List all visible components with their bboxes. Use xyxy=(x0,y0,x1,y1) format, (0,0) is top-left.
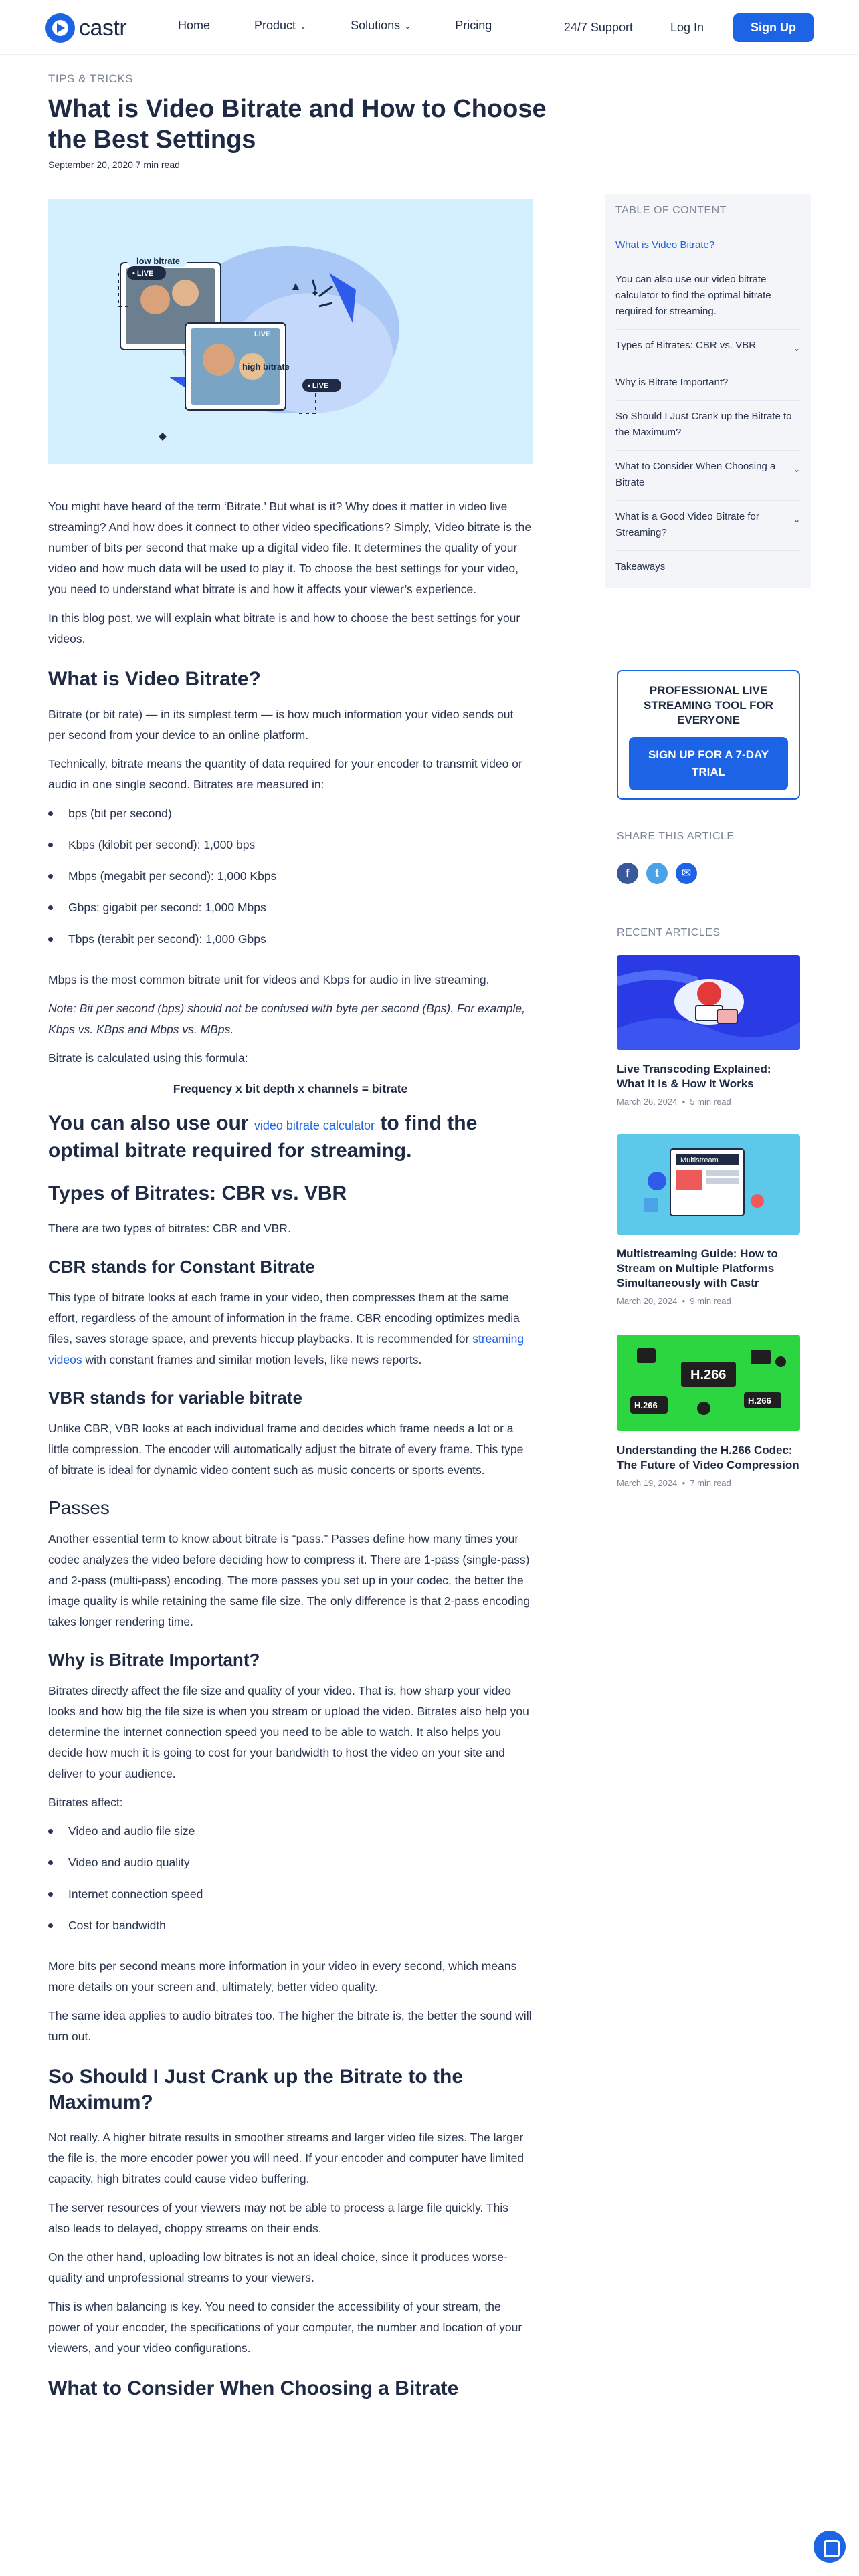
heading-vbr: VBR stands for variable bitrate xyxy=(48,1388,302,1408)
nav-home[interactable] xyxy=(178,19,210,33)
toc-item-what-is-bitrate[interactable] xyxy=(615,229,800,263)
nav-product-label: Product xyxy=(254,19,296,32)
cbr-text-pre: This type of bitrate looks at each frame in your video, then compresses them at the same effort, regardless of the amount of information in the frame. CBR encoding optimizes media files, saves storage space, and prevents hiccup playbacks. It is recommended for xyxy=(48,1291,520,1346)
nav-solutions[interactable] xyxy=(351,19,411,33)
what-paragraph-2: Technically, bitrate means the quantity of data required for your encoder to transmit video or audio in one single second. Bitrates are measured in: xyxy=(48,757,522,791)
chevron-down-icon[interactable]: ⌄ xyxy=(793,515,800,524)
recent-article-card[interactable] xyxy=(617,1134,800,1306)
crank-paragraph-3: On the other hand, uploading low bitrates is not an ideal choice, since it produces worse-quality and unprofessional streams to your viewers. xyxy=(48,2250,508,2284)
card-thumb-text: Multistream xyxy=(680,1156,719,1164)
bitrate-calculator-link[interactable]: video bitrate calculator xyxy=(254,1119,375,1132)
heading-cbr: CBR stands for Constant Bitrate xyxy=(48,1257,315,1277)
card-date: March 19, 2024 xyxy=(617,1478,678,1488)
toc-item-label: You can also use our video bitrate calculator to find the optimal bitrate required for streaming. xyxy=(615,274,771,317)
toc-title: TABLE OF CONTENT xyxy=(615,205,727,216)
more-bits-paragraph: More bits per second means more information in your video in every second, which means more details on your screen and, ultimately, better video quality. xyxy=(48,1959,517,1994)
nav-links xyxy=(178,19,536,33)
chevron-down-icon: ⌄ xyxy=(300,21,307,31)
share-icons xyxy=(617,863,697,884)
list-item: Gbps: gigabit per second: 1,000 Mbps xyxy=(48,897,533,918)
category-eyebrow[interactable]: TIPS & TRICKS xyxy=(48,72,134,85)
hero-image xyxy=(48,199,533,464)
card-thumbnail-multistream xyxy=(617,1134,800,1235)
nav-solutions-label: Solutions xyxy=(351,19,401,32)
card-date: March 20, 2024 xyxy=(617,1296,678,1306)
twitter-icon[interactable]: t xyxy=(646,863,668,884)
chevron-down-icon: ⌄ xyxy=(404,21,411,31)
article-body xyxy=(48,496,533,2413)
heading-what-is-bitrate: What is Video Bitrate? xyxy=(48,668,261,690)
hero-low-bitrate-label: low bitrate xyxy=(136,256,181,266)
heading-types: Types of Bitrates: CBR vs. VBR xyxy=(48,1182,347,1204)
what-paragraph-1: Bitrate (or bit rate) — in its simplest term — is how much information your video sends out per second from your device to an online platform. xyxy=(48,708,514,742)
toc-item-crank-up[interactable] xyxy=(615,400,800,450)
card-thumb-text: H.266 xyxy=(748,1396,771,1406)
promo-title: PROFESSIONAL LIVE STREAMING TOOL FOR EVERYONE xyxy=(644,684,773,726)
crank-paragraph-4: This is when balancing is key. You need to consider the accessibility of your stream, the power of your encoder, the specifications of your computer, the number and location of your viewers, and your video configurations. xyxy=(48,2300,522,2355)
list-item: Mbps (megabit per second): 1,000 Kbps xyxy=(48,866,533,887)
formula-intro: Bitrate is calculated using this formula: xyxy=(48,1051,248,1065)
email-icon[interactable]: ✉ xyxy=(676,863,697,884)
bitrate-units-list xyxy=(48,803,533,950)
castr-logo-icon xyxy=(45,13,75,43)
heading-what-to-consider: What to Consider When Choosing a Bitrate xyxy=(48,2377,459,2399)
toc-item-label: Takeaways xyxy=(615,561,666,572)
card-meta: March 26, 2024 • 5 min read xyxy=(617,1097,731,1107)
toc-item-label: What to Consider When Choosing a Bitrate xyxy=(615,461,776,488)
why-paragraph: Bitrates directly affect the file size and quality of your video. That is, how sharp your video looks and how big the file size is when you stream or upload the video. Bitrates also help you determine the internet connection speed you need to be able to watch. It also helps you decide how much it is going to cost for your bandwidth to host the video on your site and deliver to your audience. xyxy=(48,1684,529,1780)
login-link[interactable]: Log In xyxy=(670,21,704,34)
top-navbar xyxy=(0,0,859,55)
toc-item-types[interactable] xyxy=(615,329,800,366)
calc-heading-post: to find the optimal bitrate required for streaming. xyxy=(48,1112,478,1162)
recent-articles-title: RECENT ARTICLES xyxy=(617,927,721,938)
heading-crank-up: So Should I Just Crank up the Bitrate to the Maximum? xyxy=(48,2066,464,2113)
bitrate-formula: Frequency x bit depth x channels = bitrate xyxy=(173,1082,408,1095)
vbr-paragraph: Unlike CBR, VBR looks at each individual frame and decides which frame needs a lot or a little compression. The encoder will automatically adjust the bitrate of every frame. This type of bitrate is ideal for dynamic video content such as music concerts or sports events. xyxy=(48,1422,524,1477)
toc-item-calculator[interactable] xyxy=(615,263,800,329)
mbps-note: Mbps is the most common bitrate unit for videos and Kbps for audio in live streaming. xyxy=(48,973,490,986)
card-read-time: 5 min read xyxy=(690,1097,731,1107)
card-meta: March 20, 2024 • 9 min read xyxy=(617,1296,731,1306)
list-item: Video and audio file size xyxy=(48,1821,533,1842)
hero-illustration xyxy=(48,199,533,464)
nav-actions xyxy=(564,13,814,42)
toc-item-label: Why is Bitrate Important? xyxy=(615,377,729,388)
byte-note xyxy=(48,998,533,1040)
page-title: What is Video Bitrate and How to Choose the Best Settings xyxy=(48,95,547,154)
card-title[interactable]: Live Transcoding Explained: What It Is & How It Works xyxy=(617,1063,771,1090)
card-title[interactable]: Multistreaming Guide: How to Stream on Multiple Platforms Simultaneously with Castr xyxy=(617,1247,778,1289)
card-thumb-text: H.266 xyxy=(690,1368,727,1382)
card-read-time: 9 min read xyxy=(690,1296,731,1306)
nav-product[interactable] xyxy=(254,19,306,33)
intro-paragraph-1: You might have heard of the term ‘Bitrate.’ But what is it? Why does it matter in video live streaming? And how does it connect to other video specifications? Simply, Video bitrate is the number of bits per second that make up a digital video file. It determines the quality of your video and how much data will be used to play it. To choose the best settings for your video, you need to understand what bitrate is and how it affects your viewer’s experience. xyxy=(48,500,532,596)
streaming-videos-link[interactable]: streaming videos xyxy=(48,1332,524,1366)
card-meta: March 19, 2024 • 7 min read xyxy=(617,1478,731,1488)
hero-high-bitrate-label: high bitrate xyxy=(242,362,290,372)
trial-signup-button[interactable]: SIGN UP FOR A 7-DAY TRIAL xyxy=(629,737,788,790)
toc-item-takeaways[interactable] xyxy=(615,550,800,584)
toc-item-label: What is Video Bitrate? xyxy=(615,239,715,251)
crank-paragraph-1: Not really. A higher bitrate results in smoother streams and larger video file sizes. The larger the file is, the more encoder power you will need. If your encoder and computer have limited capacity, high bitrates could cause video buffering. xyxy=(48,2131,524,2185)
recent-article-card[interactable] xyxy=(617,955,800,1107)
toc-item-label: Types of Bitrates: CBR vs. VBR xyxy=(615,340,757,351)
nav-pricing-label: Pricing xyxy=(455,19,492,32)
promo-box xyxy=(617,670,800,800)
audio-paragraph: The same idea applies to audio bitrates too. The higher the bitrate is, the better the sound will turn out. xyxy=(48,2009,532,2043)
list-item: Internet connection speed xyxy=(48,1884,533,1905)
chat-widget-button[interactable] xyxy=(814,2531,846,2563)
toc-item-why-important[interactable] xyxy=(615,366,800,400)
facebook-icon[interactable]: f xyxy=(617,863,638,884)
types-paragraph: There are two types of bitrates: CBR and VBR. xyxy=(48,1222,291,1235)
card-read-time: 7 min read xyxy=(690,1478,731,1488)
recent-article-card[interactable] xyxy=(617,1335,800,1488)
toc-item-what-to-consider[interactable] xyxy=(615,450,800,500)
hero-live-badge-1: • LIVE xyxy=(132,270,154,278)
support-link[interactable]: 24/7 Support xyxy=(563,21,633,34)
nav-pricing[interactable] xyxy=(455,19,492,33)
bitrate-affects-list xyxy=(48,1821,533,1936)
cbr-paragraph xyxy=(48,1287,533,1370)
affect-intro: Bitrates affect: xyxy=(48,1796,123,1809)
crank-paragraph-2: The server resources of your viewers may not be able to process a large file quickly. This also leads to delayed, choppy streams on their ends. xyxy=(48,2201,508,2235)
table-of-contents xyxy=(605,194,811,588)
share-title: SHARE THIS ARTICLE xyxy=(617,831,735,842)
byte-note-text: Note: Bit per second (bps) should not be confused with byte per second (Bps). For example, Kbps vs. KBps and Mbps vs. MBps. xyxy=(48,1002,526,1036)
chevron-down-icon[interactable]: ⌄ xyxy=(793,344,800,353)
card-thumbnail-h266 xyxy=(617,1335,800,1431)
hero-live-small: LIVE xyxy=(254,330,271,338)
cbr-text-post: with constant frames and similar motion levels, like news reports. xyxy=(85,1353,422,1366)
heading-why-important: Why is Bitrate Important? xyxy=(48,1650,260,1670)
hero-live-badge-2: • LIVE xyxy=(308,382,329,390)
logo-text: castr xyxy=(79,15,127,41)
list-item: Cost for bandwidth xyxy=(48,1915,533,1936)
toc-item-good-bitrate[interactable] xyxy=(615,500,800,550)
signup-button[interactable]: Sign Up xyxy=(733,13,814,42)
passes-paragraph: Another essential term to know about bitrate is “pass.” Passes define how many times your codec analyzes the video before deciding how to compress it. There are 1-pass (single-pass) and 2-pass (multi-pass) encoding. The more passes you set up in your codec, the better the image quality is while retaining the same file size. The only difference is that 2-pass encoding takes longer rendering time. xyxy=(48,1532,531,1628)
castr-logo[interactable] xyxy=(45,13,126,43)
nav-home-label: Home xyxy=(178,19,211,32)
post-meta: September 20, 2020 7 min read xyxy=(48,159,180,170)
card-date: March 26, 2024 xyxy=(617,1097,678,1107)
heading-passes: Passes xyxy=(48,1497,110,1518)
list-item: bps (bit per second) xyxy=(48,803,533,824)
card-thumb-text: H.266 xyxy=(634,1400,658,1410)
intro-paragraph-2: In this blog post, we will explain what bitrate is and how to choose the best settings for your videos. xyxy=(48,611,520,645)
toc-item-label: What is a Good Video Bitrate for Streaming? xyxy=(615,511,759,538)
chevron-down-icon[interactable]: ⌄ xyxy=(793,465,800,474)
toc-item-label: So Should I Just Crank up the Bitrate to the Maximum? xyxy=(615,411,792,438)
list-item: Tbps (terabit per second): 1,000 Gbps xyxy=(48,929,533,950)
calc-heading-pre: You can also use our xyxy=(48,1112,249,1134)
list-item: Kbps (kilobit per second): 1,000 bps xyxy=(48,835,533,855)
list-item: Video and audio quality xyxy=(48,1852,533,1873)
heading-calculator xyxy=(48,1111,533,1164)
card-thumbnail-transcoding xyxy=(617,955,800,1050)
card-title[interactable]: Understanding the H.266 Codec: The Future of Video Compression xyxy=(617,1444,799,1471)
